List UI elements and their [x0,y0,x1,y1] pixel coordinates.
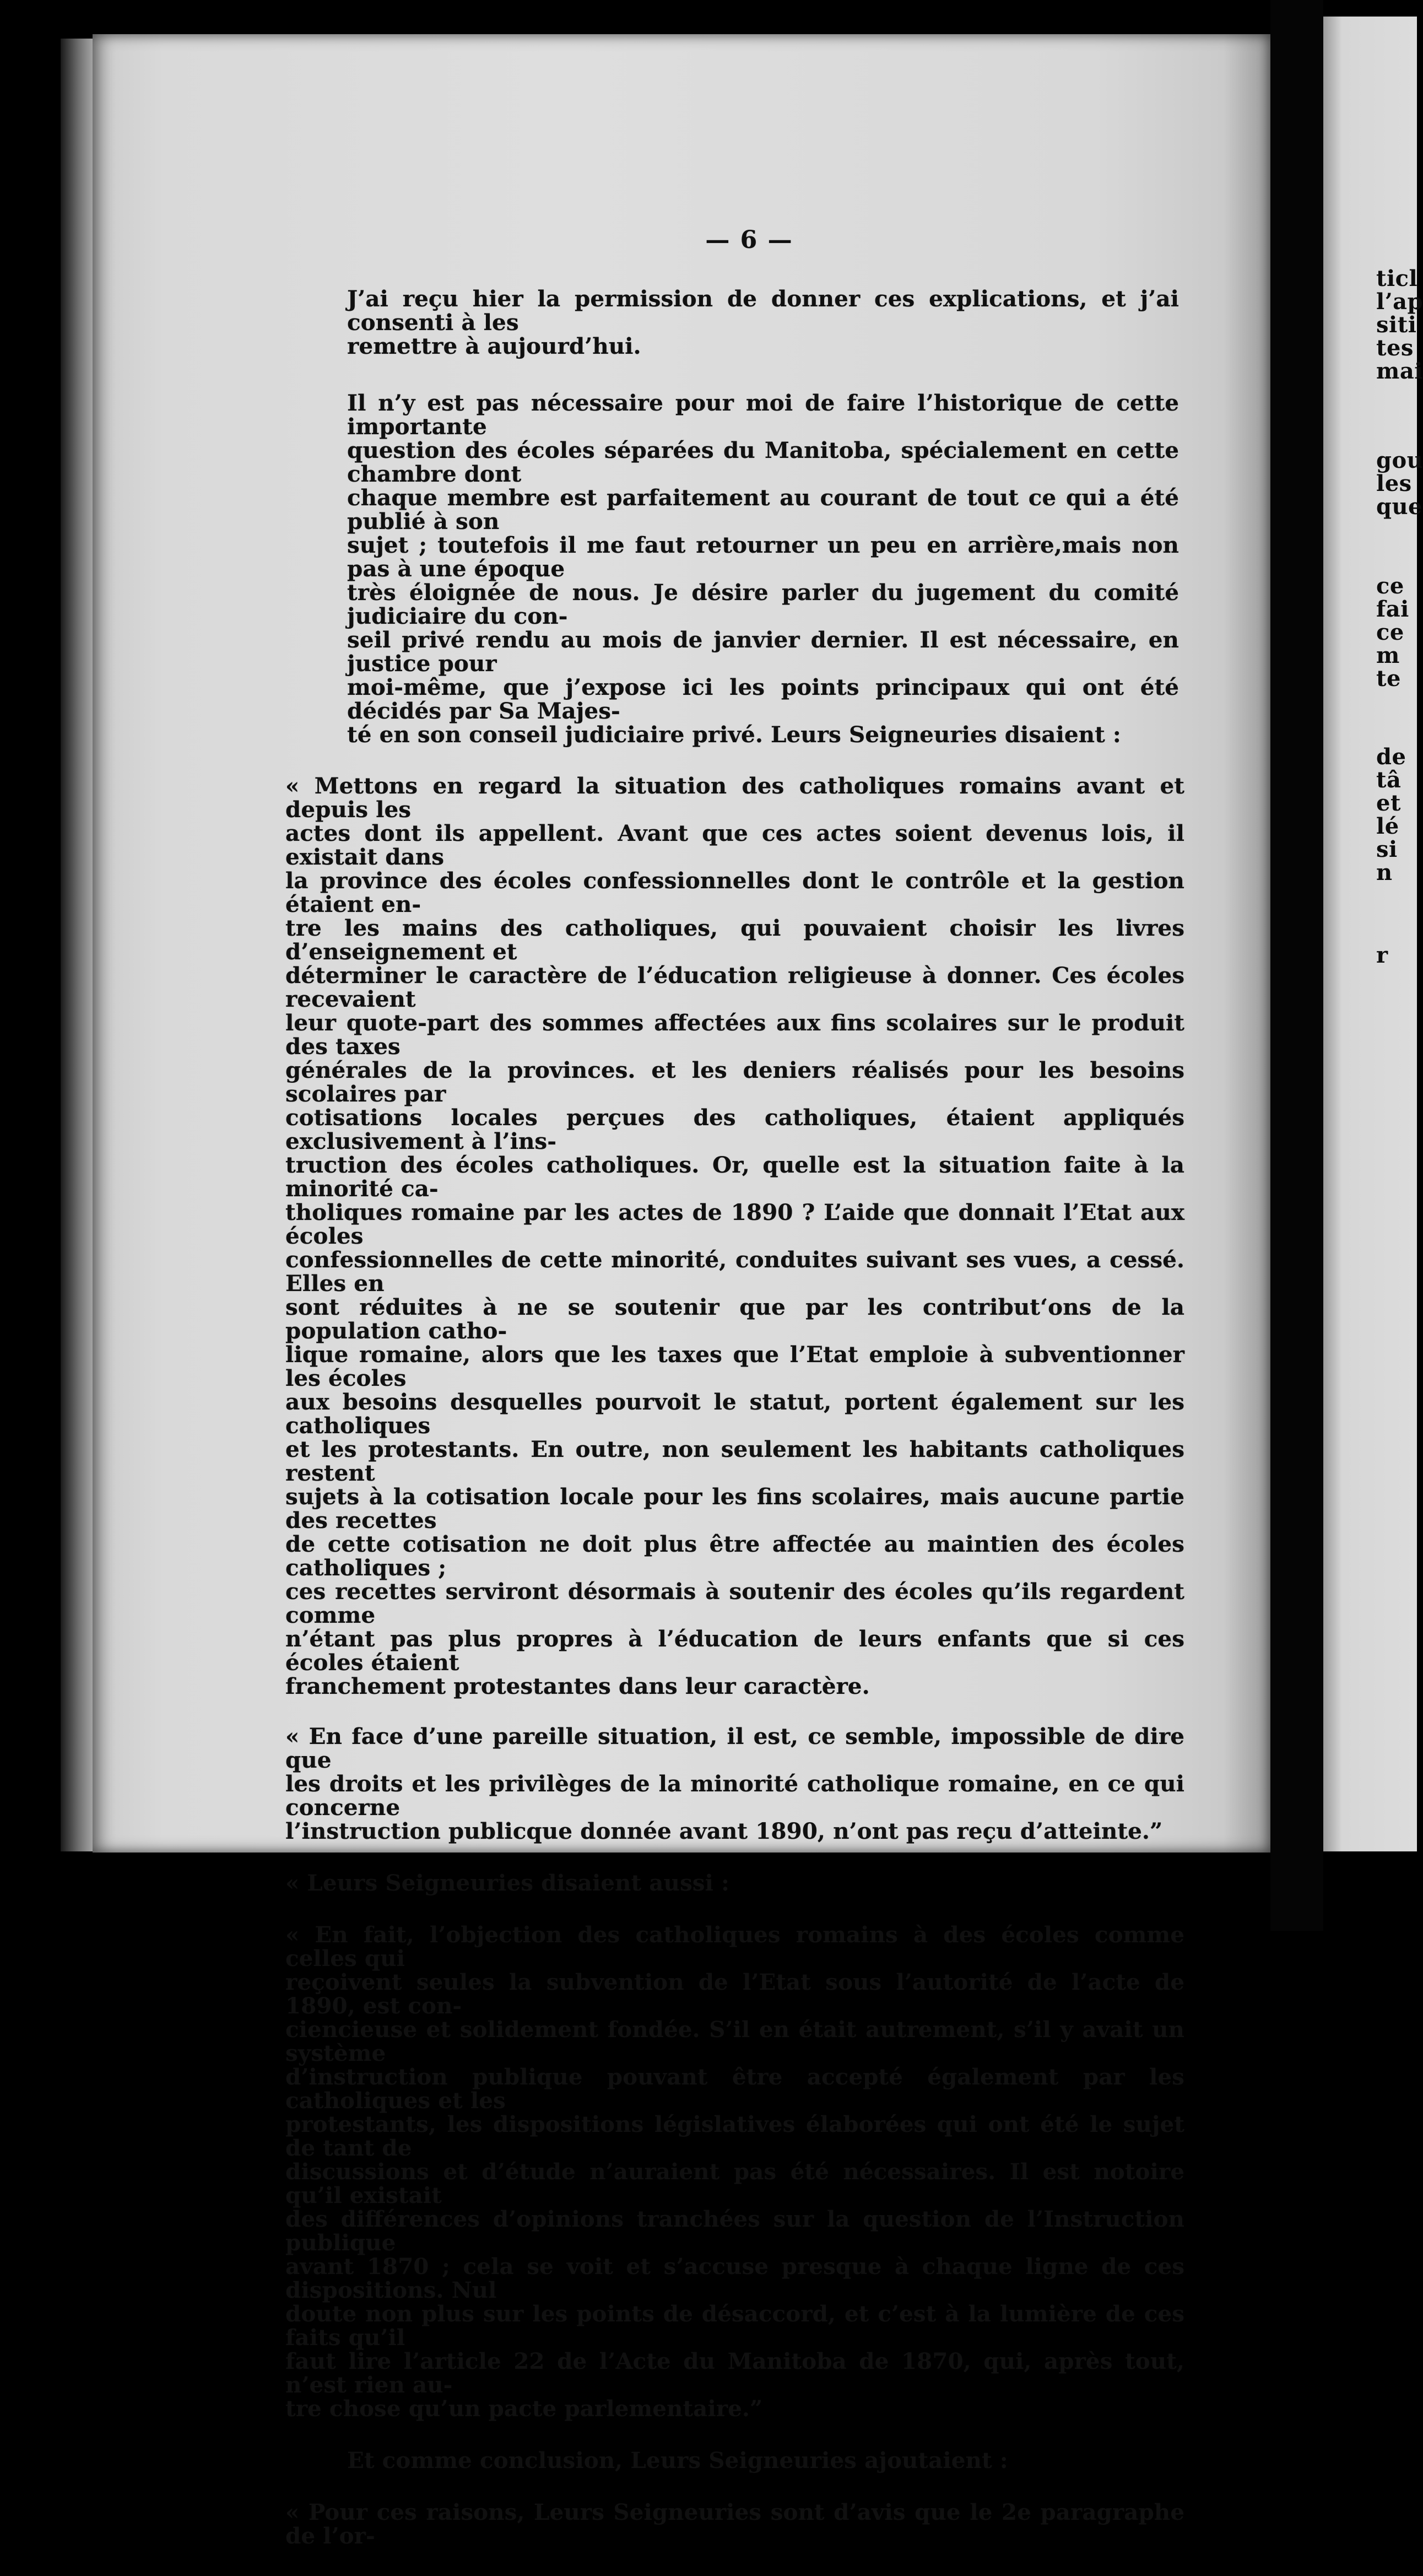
facing-page-text: te [1376,666,1401,692]
quote-paragraph: « Mettons en regard la situation des catholiques romains avant et depuis les actes dont ils appellent. Avant que ces actes soient devenus lois, il existait dans la province des écoles confessionnelles dont le contrôle et la gestion étaient en- tre les mains des catholiques, qui pouvaient choisir les livres d’enseignement et déterminer le caractère de l’éducation religieuse à donner. Ces écoles recevaient leur quote-part des sommes affectées aux fins scolaires sur le produit des taxes générales de la provinces. et les deniers réalisés pour les besoins scolaires par cotisations locales perçues des catholiques, étaient appliqués exclusivement à l’ins- truction des écoles catholiques. Or, quelle est la situation faite à la minorité ca- tholiques romaine par les actes de 1890 ? L’aide que donnait l’Etat aux écoles confessionnelles de cette minorité, conduites suivant ses vues, a cessé. Elles en sont réduites à ne se soutenir que par les contribut‘ons de la population catho- lique romaine, alors que les taxes que l’Etat emploie à subventionner les écoles aux besoins desquelles pourvoit le statut, portent également sur les catholiques et les protestants. En outre, non seulement les habitants catholiques restent sujets à la cotisation locale pour les fins scolaires, mais aucune partie des recettes de cette cotisation ne doit plus être affectée au maintien des écoles catholiques ; ces recettes serviront désormais à soutenir des écoles qu’ils regardent comme n’étant pas plus propres à l’éducation de leurs enfants que si ces écoles étaient franchement protestantes dans leur caractère. [285,773,1184,1699]
book-gutter [1270,0,1323,1931]
facing-page-text: et [1376,790,1401,816]
paragraph: Il n’y est pas nécessaire pour moi de faire l’historique de cette importante question des écoles séparées du Manitoba, spécialement en cette chambre dont chaque membre est parfaitement au courant de tout ce qui a été publié à son sujet ; toutefois il me faut retourner un peu en arrière,mais non pas à une époque très éloignée de nous. Je désire parler du jugement du comité judiciaire du con- seil privé rendu au mois de janvier dernier. Il est nécessaire, en justice pour moi-même, que j’expose ici les points principaux qui ont été décidés par Sa Majes- té en son conseil judiciaire privé. Leurs Seigneuries disaient : [347,390,1179,748]
facing-page-text: gou [1376,447,1423,473]
facing-page-text: m [1376,642,1400,668]
page-text-block [275,226,1184,2576]
facing-page-text: que [1376,494,1422,520]
quote-paragraph: « En fait, l’objection des catholiques romains à des écoles comme celles qui reçoivent seules la subvention de l’Etat sous l’autorité de l’acte de 1890, est con- ciencieuse et solidement fondée. S’il en était autrement, s’il y avait un système d’instruction publique pouvant être accepté également par les catholiques et les protestants, les dispositions législatives élaborées qui ont été le sujet de tant de discussions et d’étude n’auraient pas été nécessaires. Il est notoire qu’il existait des différences d’opinions tranchées sur la question de l’Instruction publique avant 1870 ; cela se voit et s’accuse presque à chaque ligne de ces dispositions. Nul doute non plus sur les points de désaccord, et c’est à la lumière de ces faits qu’il faut lire l’article 22 de l’Acte du Manitoba de 1870, qui, après tout, n’est rien au- tre chose qu’un pacte parlementaire.” [285,1921,1184,2422]
quote-paragraph: « En face d’une pareille situation, il est, ce semble, impossible de dire que les droits et les privilèges de la minorité catholique romaine, en ce qui concerne l’instruction publicque donnée avant 1890, n’ont pas reçu d’atteinte.” [285,1723,1184,1844]
facing-page-text: ticl [1376,266,1418,291]
paragraph: Et comme conclusion, Leurs Seigneuries ajoutaient : [347,2447,1008,2474]
facing-page-text: tâ [1376,767,1402,793]
facing-page-text: mai [1376,358,1423,384]
facing-page-text: r [1376,942,1388,968]
facing-page-text: si [1376,836,1398,862]
facing-page-fragment [1323,17,1423,1851]
paragraph: J’ai reçu hier la permission de donner ces explications, et j’ai consenti à les remettre à aujourd’hui. [347,285,1179,359]
facing-page-text: fai [1376,596,1409,622]
facing-page-text: de [1376,744,1406,770]
page-edge-shadow [61,39,94,1851]
facing-page-text: ce [1376,573,1404,599]
quote-paragraph: « Pour ces raisons, Leurs Seigneuries sont d’avis que le 2e paragraphe de l’or- [285,2499,1184,2549]
page-number: — 6 — [705,226,793,254]
facing-page-text: tes [1376,335,1414,361]
facing-page-text: lé [1376,813,1399,839]
quote-paragraph: « Leurs Seigneuries disaient aussi : [285,1870,729,1896]
facing-page-text: l’ap [1376,289,1423,315]
facing-page-text: ce [1376,619,1404,645]
facing-page-text: siti [1376,312,1417,338]
facing-page-text: n [1376,860,1393,885]
facing-page-text: les [1376,471,1412,496]
